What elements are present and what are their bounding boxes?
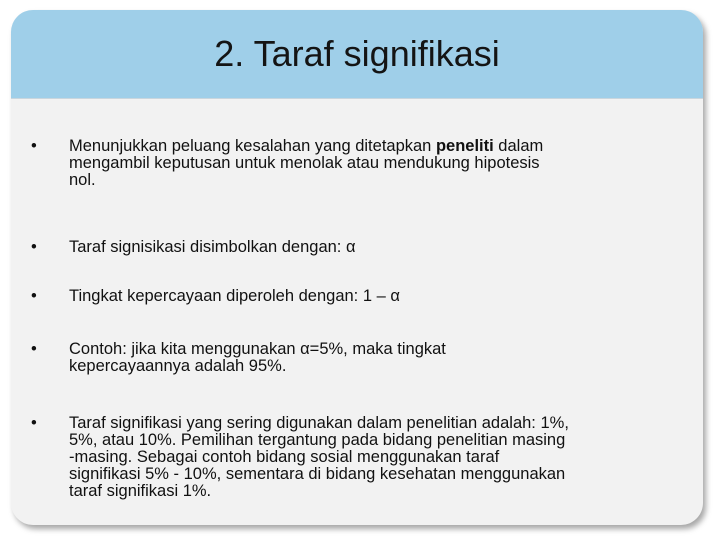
- bullet-line: kepercayaannya adalah 95%.: [69, 357, 287, 375]
- bullet-line: signifikasi 5% - 10%, sementara di bidang kesehatan menggunakan: [69, 465, 566, 483]
- bullet-line: mengambil keputusan untuk menolak atau mendukung hipotesis: [69, 154, 540, 172]
- bullet-text: Taraf signisikasi disimbolkan dengan: α: [69, 238, 356, 256]
- bullet-marker: •: [31, 238, 37, 256]
- bullet-text-part: Menunjukkan peluang kesalahan yang ditetapkan: [69, 137, 436, 155]
- bullet-text: [69, 341, 681, 375]
- bullet-bold-word: peneliti: [435, 137, 494, 155]
- bullet-text: [69, 138, 681, 189]
- title-bar: [11, 10, 703, 99]
- bullet-line: 5%, atau 10%. Pemilihan tergantung pada bidang penelitian masing: [69, 431, 566, 449]
- bullet-text: [69, 415, 681, 500]
- bullet-marker: •: [31, 287, 37, 305]
- bullet-marker: •: [31, 414, 37, 432]
- bullet-text: Tingkat kepercayaan diperoleh dengan: 1 – α: [69, 287, 400, 305]
- bullet-line: taraf signifikasi 1%.: [69, 482, 212, 500]
- bullet-text-part: dalam: [493, 137, 544, 155]
- bullet-marker: •: [31, 137, 37, 155]
- bullet-line: nol.: [69, 171, 96, 189]
- bullet-line: -masing. Sebagai contoh bidang sosial menggunakan taraf: [69, 448, 500, 466]
- slide-title: 2. Taraf signifikasi: [214, 33, 500, 74]
- slide-content: [11, 98, 703, 525]
- bullet-line: Taraf signifikasi yang sering digunakan dalam penelitian adalah: 1%,: [69, 414, 569, 432]
- slide-frame: [11, 10, 703, 525]
- bullet-line: Contoh: jika kita menggunakan α=5%, maka tingkat: [69, 340, 446, 358]
- bullet-line: [69, 138, 681, 155]
- bullet-marker: •: [31, 340, 37, 358]
